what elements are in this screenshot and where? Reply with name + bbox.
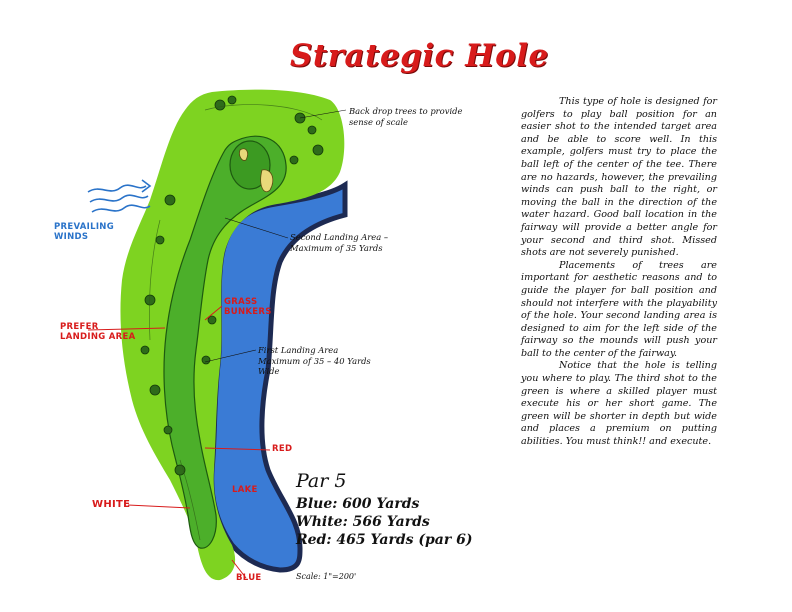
- page-title: Strategic Hole: [290, 38, 549, 74]
- annotation-second-landing: Second Landing Area – Maximum of 35 Yards: [290, 232, 389, 253]
- label-lake: LAKE: [232, 485, 258, 495]
- yardage-blue: Blue: 600 Yards: [296, 496, 420, 512]
- label-red-tee: RED: [272, 444, 293, 454]
- yardage-white: White: 566 Yards: [296, 514, 430, 530]
- map-scale: Scale: 1"=200': [296, 572, 357, 581]
- description-paragraph: Notice that the hole is telling you where to play. The third shot to the green is where a skilled player must execute his or her short game. The green will be shorter in depth but wide and places a premium on putting abilities. You must think!! and execute.: [521, 360, 717, 448]
- label-blue-tee: BLUE: [236, 573, 262, 583]
- sand-bunker: [261, 170, 273, 192]
- yardage-red: Red: 465 Yards (par 6): [296, 532, 473, 548]
- label-prefer-landing: PREFER LANDING AREA: [60, 322, 136, 342]
- description-text: [521, 96, 717, 449]
- description-paragraph: This type of hole is designed for golfers to play ball position for an easier shot to the intended target area and be able to score well. In this example, golfers must try to place the ball left of the center of the tee. There are no hazards, however, the prevailing winds can push ball to the right, or moving the ball in the direction of the water hazard. Good ball location in the fairway will provide a better angle for your second and third shot. Missed shots are not severely punished.: [521, 96, 717, 259]
- description-paragraph: Placements of trees are important for aesthetic reasons and to guide the player for ball position and should not interfere with the playability of the hole. Your second landing area is designed to aim for the left side of the fairway so the mounds will push your ball to the center of the fairway.: [521, 259, 717, 359]
- label-grass-bunkers: GRASS BUNKERS: [224, 297, 272, 317]
- wind-arrows-icon: [88, 180, 150, 212]
- annotation-backdrop-trees: Back drop trees to provide sense of scale: [349, 106, 463, 127]
- par-info: [296, 470, 472, 549]
- label-prevailing-winds: PREVAILING WINDS: [54, 222, 114, 242]
- par-title: Par 5: [296, 470, 347, 492]
- annotation-first-landing: First Landing Area Maximum of 35 – 40 Yards Wide: [258, 345, 371, 376]
- label-white-tee: WHITE: [92, 499, 131, 510]
